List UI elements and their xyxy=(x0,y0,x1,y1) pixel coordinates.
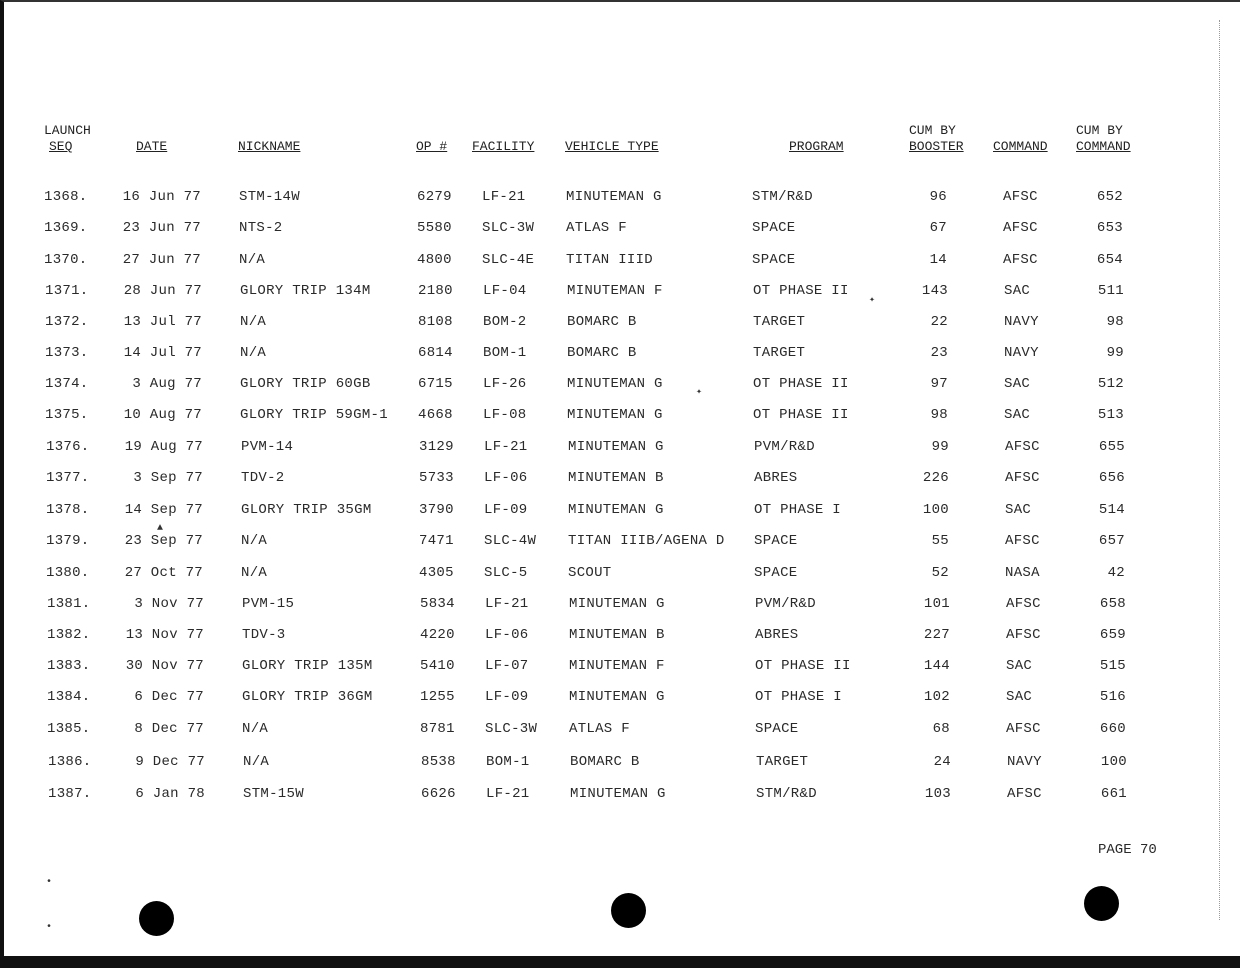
row-nickname: N/A xyxy=(241,533,268,549)
row-cum-booster: 23 xyxy=(930,345,948,361)
row-command: AFSC xyxy=(1005,533,1040,549)
table-row xyxy=(0,407,1240,427)
row-date: 6 Dec 77 xyxy=(134,689,204,705)
table-row xyxy=(0,658,1240,678)
row-date: 14 Sep 77 xyxy=(124,502,203,518)
table-row xyxy=(0,376,1240,396)
scan-speck: • xyxy=(46,877,53,888)
row-launch-seq: 1383. xyxy=(47,658,91,674)
table-row xyxy=(0,754,1240,774)
row-vehicle-type: TITAN IIIB/AGENA D xyxy=(568,533,725,549)
row-command: AFSC xyxy=(1006,596,1041,612)
header-nickname: NICKNAME xyxy=(238,139,301,154)
row-cum-booster: 52 xyxy=(931,565,949,581)
row-cum-command: 515 xyxy=(1099,658,1126,674)
table-row xyxy=(0,220,1240,240)
row-cum-booster: 100 xyxy=(922,502,949,518)
row-command: NAVY xyxy=(1007,754,1042,770)
row-date: 16 Jun 77 xyxy=(122,189,201,205)
row-nickname: GLORY TRIP 60GB xyxy=(240,376,371,392)
row-launch-seq: 1384. xyxy=(47,689,91,705)
scan-speck: ▲ xyxy=(157,523,164,534)
header-launch-seq-line2: SEQ xyxy=(49,139,73,154)
header-vehicle-type: VEHICLE TYPE xyxy=(565,139,659,154)
row-nickname: N/A xyxy=(240,345,267,361)
row-facility: SLC-4W xyxy=(484,533,537,549)
row-cum-command: 99 xyxy=(1106,345,1124,361)
row-program: SPACE xyxy=(755,721,799,737)
row-program: OT PHASE II xyxy=(755,658,851,674)
table-row xyxy=(0,627,1240,647)
row-command: NASA xyxy=(1005,565,1040,581)
row-launch-seq: 1373. xyxy=(45,345,89,361)
row-vehicle-type: BOMARC B xyxy=(567,314,637,330)
row-launch-seq: 1385. xyxy=(47,721,91,737)
row-cum-command: 656 xyxy=(1098,470,1125,486)
row-nickname: N/A xyxy=(242,721,269,737)
row-date: 8 Dec 77 xyxy=(134,721,204,737)
table-row xyxy=(0,345,1240,365)
row-cum-booster: 68 xyxy=(932,721,950,737)
row-launch-seq: 1378. xyxy=(46,502,90,518)
row-vehicle-type: MINUTEMAN F xyxy=(567,283,663,299)
row-program: OT PHASE II xyxy=(753,407,849,423)
row-launch-seq: 1379. xyxy=(46,533,90,549)
row-cum-booster: 143 xyxy=(921,283,948,299)
row-cum-booster: 227 xyxy=(923,627,950,643)
row-cum-booster: 96 xyxy=(929,189,947,205)
row-launch-seq: 1377. xyxy=(46,470,90,486)
row-program: OT PHASE II xyxy=(753,376,849,392)
table-row xyxy=(0,439,1240,459)
row-date: 13 Nov 77 xyxy=(125,627,204,643)
row-op-number: 8108 xyxy=(418,314,453,330)
row-date: 14 Jul 77 xyxy=(123,345,202,361)
row-cum-booster: 226 xyxy=(922,470,949,486)
page-number: PAGE 70 xyxy=(1098,842,1157,858)
header-date: DATE xyxy=(136,139,168,154)
row-facility: BOM-1 xyxy=(486,754,530,770)
row-command: NAVY xyxy=(1004,345,1039,361)
row-vehicle-type: MINUTEMAN G xyxy=(569,689,665,705)
row-op-number: 4800 xyxy=(417,252,452,268)
row-program: PVM/R&D xyxy=(755,596,816,612)
row-cum-booster: 144 xyxy=(923,658,950,674)
table-row xyxy=(0,533,1240,553)
row-date: 3 Nov 77 xyxy=(134,596,204,612)
row-facility: LF-21 xyxy=(486,786,530,802)
row-nickname: GLORY TRIP 59GM-1 xyxy=(240,407,388,423)
row-vehicle-type: MINUTEMAN G xyxy=(570,786,666,802)
row-launch-seq: 1380. xyxy=(46,565,90,581)
row-facility: SLC-3W xyxy=(482,220,535,236)
row-op-number: 1255 xyxy=(420,689,455,705)
binder-hole-right xyxy=(1084,886,1119,921)
row-nickname: STM-15W xyxy=(243,786,304,802)
row-nickname: NTS-2 xyxy=(239,220,283,236)
row-cum-booster: 103 xyxy=(924,786,951,802)
row-op-number: 6626 xyxy=(421,786,456,802)
row-command: SAC xyxy=(1005,502,1032,518)
row-date: 23 Jun 77 xyxy=(122,220,201,236)
row-nickname: N/A xyxy=(241,565,268,581)
row-vehicle-type: BOMARC B xyxy=(570,754,640,770)
row-cum-command: 512 xyxy=(1097,376,1124,392)
row-launch-seq: 1371. xyxy=(45,283,89,299)
row-op-number: 5580 xyxy=(417,220,452,236)
table-row xyxy=(0,470,1240,490)
row-cum-booster: 67 xyxy=(929,220,947,236)
row-op-number: 3790 xyxy=(419,502,454,518)
row-cum-booster: 101 xyxy=(923,596,950,612)
row-op-number: 3129 xyxy=(419,439,454,455)
row-op-number: 8538 xyxy=(421,754,456,770)
row-facility: LF-07 xyxy=(485,658,529,674)
row-program: ABRES xyxy=(754,470,798,486)
row-vehicle-type: MINUTEMAN B xyxy=(569,627,665,643)
row-cum-booster: 98 xyxy=(930,407,948,423)
row-vehicle-type: TITAN IIID xyxy=(566,252,654,268)
row-nickname: STM-14W xyxy=(239,189,300,205)
row-program: STM/R&D xyxy=(752,189,813,205)
row-op-number: 6814 xyxy=(418,345,453,361)
row-command: SAC xyxy=(1006,689,1033,705)
row-program: SPACE xyxy=(754,565,798,581)
row-nickname: GLORY TRIP 134M xyxy=(240,283,371,299)
row-launch-seq: 1369. xyxy=(44,220,88,236)
row-facility: LF-21 xyxy=(484,439,528,455)
row-op-number: 4305 xyxy=(419,565,454,581)
row-nickname: GLORY TRIP 35GM xyxy=(241,502,372,518)
row-command: AFSC xyxy=(1006,627,1041,643)
row-op-number: 5410 xyxy=(420,658,455,674)
row-vehicle-type: MINUTEMAN G xyxy=(569,596,665,612)
row-date: 9 Dec 77 xyxy=(135,754,205,770)
header-op-number: OP # xyxy=(416,139,448,154)
table-row xyxy=(0,314,1240,334)
binder-hole-center xyxy=(611,893,646,928)
header-cum-booster-line2: BOOSTER xyxy=(909,139,964,154)
row-cum-command: 100 xyxy=(1100,754,1127,770)
row-command: AFSC xyxy=(1003,220,1038,236)
row-program: ABRES xyxy=(755,627,799,643)
row-cum-booster: 14 xyxy=(929,252,947,268)
table-row xyxy=(0,283,1240,303)
row-cum-booster: 55 xyxy=(931,533,949,549)
binder-hole-left xyxy=(139,901,174,936)
row-program: TARGET xyxy=(756,754,809,770)
row-cum-command: 659 xyxy=(1099,627,1126,643)
row-program: OT PHASE I xyxy=(754,502,842,518)
table-row xyxy=(0,189,1240,209)
row-cum-command: 654 xyxy=(1096,252,1123,268)
row-vehicle-type: MINUTEMAN G xyxy=(566,189,662,205)
row-vehicle-type: ATLAS F xyxy=(569,721,630,737)
row-cum-booster: 97 xyxy=(930,376,948,392)
row-command: AFSC xyxy=(1005,470,1040,486)
row-facility: LF-06 xyxy=(485,627,529,643)
row-nickname: N/A xyxy=(240,314,267,330)
row-op-number: 6279 xyxy=(417,189,452,205)
header-launch-seq-line1: LAUNCH xyxy=(44,123,91,138)
row-cum-command: 513 xyxy=(1097,407,1124,423)
row-command: SAC xyxy=(1004,376,1031,392)
row-facility: SLC-5 xyxy=(484,565,528,581)
row-cum-command: 657 xyxy=(1098,533,1125,549)
row-launch-seq: 1382. xyxy=(47,627,91,643)
row-launch-seq: 1368. xyxy=(44,189,88,205)
row-facility: SLC-4E xyxy=(482,252,535,268)
header-program: PROGRAM xyxy=(789,139,844,154)
row-facility: LF-06 xyxy=(484,470,528,486)
header-facility: FACILITY xyxy=(472,139,535,154)
row-cum-command: 653 xyxy=(1096,220,1123,236)
row-command: AFSC xyxy=(1003,189,1038,205)
row-program: SPACE xyxy=(754,533,798,549)
row-launch-seq: 1387. xyxy=(48,786,92,802)
row-nickname: N/A xyxy=(239,252,266,268)
row-date: 13 Jul 77 xyxy=(123,314,202,330)
row-vehicle-type: SCOUT xyxy=(568,565,612,581)
scan-speck: • xyxy=(46,922,53,933)
row-vehicle-type: MINUTEMAN F xyxy=(569,658,665,674)
row-command: AFSC xyxy=(1007,786,1042,802)
row-facility: LF-21 xyxy=(482,189,526,205)
header-cum-command-line1: CUM BY xyxy=(1076,123,1123,138)
row-date: 6 Jan 78 xyxy=(135,786,205,802)
row-launch-seq: 1386. xyxy=(48,754,92,770)
row-cum-command: 658 xyxy=(1099,596,1126,612)
row-date: 27 Jun 77 xyxy=(122,252,201,268)
table-row xyxy=(0,596,1240,616)
row-command: SAC xyxy=(1006,658,1033,674)
row-op-number: 6715 xyxy=(418,376,453,392)
table-row xyxy=(0,786,1240,806)
row-nickname: PVM-14 xyxy=(241,439,294,455)
row-launch-seq: 1374. xyxy=(45,376,89,392)
row-launch-seq: 1381. xyxy=(47,596,91,612)
row-vehicle-type: MINUTEMAN G xyxy=(567,376,663,392)
row-op-number: 5834 xyxy=(420,596,455,612)
row-date: 19 Aug 77 xyxy=(124,439,203,455)
table-row xyxy=(0,565,1240,585)
row-op-number: 8781 xyxy=(420,721,455,737)
row-vehicle-type: BOMARC B xyxy=(567,345,637,361)
row-date: 30 Nov 77 xyxy=(125,658,204,674)
row-date: 10 Aug 77 xyxy=(123,407,202,423)
row-program: OT PHASE I xyxy=(755,689,843,705)
row-vehicle-type: MINUTEMAN G xyxy=(568,502,664,518)
row-date: 23 Sep 77 xyxy=(124,533,203,549)
row-facility: LF-08 xyxy=(483,407,527,423)
row-op-number: 4668 xyxy=(418,407,453,423)
row-launch-seq: 1370. xyxy=(44,252,88,268)
row-date: 3 Aug 77 xyxy=(132,376,202,392)
row-program: STM/R&D xyxy=(756,786,817,802)
row-nickname: GLORY TRIP 36GM xyxy=(242,689,373,705)
row-cum-booster: 22 xyxy=(930,314,948,330)
row-facility: BOM-1 xyxy=(483,345,527,361)
row-vehicle-type: MINUTEMAN G xyxy=(567,407,663,423)
row-op-number: 5733 xyxy=(419,470,454,486)
row-cum-booster: 102 xyxy=(923,689,950,705)
row-facility: BOM-2 xyxy=(483,314,527,330)
row-vehicle-type: ATLAS F xyxy=(566,220,627,236)
row-facility: LF-04 xyxy=(483,283,527,299)
row-facility: LF-26 xyxy=(483,376,527,392)
row-cum-command: 652 xyxy=(1096,189,1123,205)
row-command: SAC xyxy=(1004,407,1031,423)
row-cum-command: 514 xyxy=(1098,502,1125,518)
row-cum-booster: 24 xyxy=(933,754,951,770)
row-launch-seq: 1375. xyxy=(45,407,89,423)
row-cum-command: 655 xyxy=(1098,439,1125,455)
row-command: NAVY xyxy=(1004,314,1039,330)
header-command: COMMAND xyxy=(993,139,1048,154)
row-cum-command: 660 xyxy=(1099,721,1126,737)
row-op-number: 7471 xyxy=(419,533,454,549)
row-op-number: 2180 xyxy=(418,283,453,299)
scan-speck: ✦ xyxy=(696,387,703,398)
header-cum-command-line2: COMMAND xyxy=(1076,139,1131,154)
row-facility: LF-09 xyxy=(484,502,528,518)
row-launch-seq: 1372. xyxy=(45,314,89,330)
table-row xyxy=(0,502,1240,522)
row-nickname: GLORY TRIP 135M xyxy=(242,658,373,674)
row-vehicle-type: MINUTEMAN B xyxy=(568,470,664,486)
table-row xyxy=(0,252,1240,272)
row-cum-command: 98 xyxy=(1106,314,1124,330)
row-command: AFSC xyxy=(1005,439,1040,455)
row-program: TARGET xyxy=(753,314,806,330)
table-row xyxy=(0,721,1240,741)
row-program: SPACE xyxy=(752,220,796,236)
row-nickname: N/A xyxy=(243,754,270,770)
row-nickname: PVM-15 xyxy=(242,596,295,612)
row-program: SPACE xyxy=(752,252,796,268)
row-date: 3 Sep 77 xyxy=(133,470,203,486)
row-vehicle-type: MINUTEMAN G xyxy=(568,439,664,455)
row-cum-command: 661 xyxy=(1100,786,1127,802)
row-command: AFSC xyxy=(1003,252,1038,268)
row-cum-command: 42 xyxy=(1107,565,1125,581)
row-cum-booster: 99 xyxy=(931,439,949,455)
row-op-number: 4220 xyxy=(420,627,455,643)
row-cum-command: 511 xyxy=(1097,283,1124,299)
row-date: 27 Oct 77 xyxy=(124,565,203,581)
table-row xyxy=(0,689,1240,709)
row-nickname: TDV-2 xyxy=(241,470,285,486)
row-command: AFSC xyxy=(1006,721,1041,737)
row-nickname: TDV-3 xyxy=(242,627,286,643)
row-facility: LF-21 xyxy=(485,596,529,612)
header-cum-booster-line1: CUM BY xyxy=(909,123,956,138)
row-command: SAC xyxy=(1004,283,1031,299)
row-cum-command: 516 xyxy=(1099,689,1126,705)
row-program: TARGET xyxy=(753,345,806,361)
row-program: PVM/R&D xyxy=(754,439,815,455)
row-date: 28 Jun 77 xyxy=(123,283,202,299)
row-facility: LF-09 xyxy=(485,689,529,705)
row-facility: SLC-3W xyxy=(485,721,538,737)
row-launch-seq: 1376. xyxy=(46,439,90,455)
row-program: OT PHASE II xyxy=(753,283,849,299)
scan-speck: ✦ xyxy=(869,295,876,306)
